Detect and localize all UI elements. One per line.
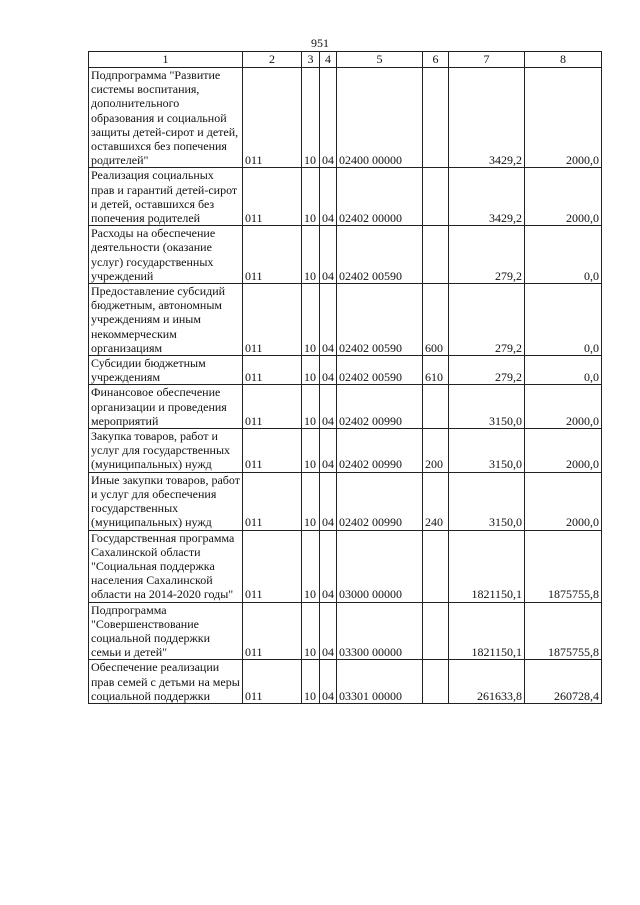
column-header: 3: [302, 52, 320, 68]
row-name: Субсидии бюджетным учреждениям: [89, 356, 243, 385]
expense-type-code: [423, 226, 449, 284]
target-article-code: 02402 00000: [337, 168, 423, 226]
subsection-code: 04: [320, 385, 337, 429]
amount-col-7: 279,2: [449, 284, 525, 356]
row-name: Обеспечение реализации прав семей с детьми на меры социальной поддержки: [89, 660, 243, 704]
table-row: [89, 356, 602, 385]
subsection-code: 04: [320, 602, 337, 660]
amount-col-7: 261633,8: [449, 660, 525, 704]
column-header: 7: [449, 52, 525, 68]
expense-type-code: [423, 660, 449, 704]
table-row: [89, 385, 602, 429]
expense-type-code: [423, 168, 449, 226]
amount-col-8: 2000,0: [525, 472, 602, 530]
subsection-code: 04: [320, 226, 337, 284]
column-header: 2: [243, 52, 302, 68]
target-article-code: 03300 00000: [337, 602, 423, 660]
subsection-code: 04: [320, 284, 337, 356]
ministry-code: 011: [243, 530, 302, 602]
subsection-code: 04: [320, 429, 337, 473]
amount-col-8: 0,0: [525, 226, 602, 284]
target-article-code: 02402 00990: [337, 472, 423, 530]
table-row: [89, 226, 602, 284]
amount-col-8: 260728,4: [525, 660, 602, 704]
column-header: 5: [337, 52, 423, 68]
subsection-code: 04: [320, 660, 337, 704]
expense-type-code: [423, 530, 449, 602]
ministry-code: 011: [243, 68, 302, 168]
target-article-code: 03000 00000: [337, 530, 423, 602]
amount-col-8: 2000,0: [525, 385, 602, 429]
expense-type-code: 600: [423, 284, 449, 356]
table-row: [89, 530, 602, 602]
amount-col-7: 1821150,1: [449, 530, 525, 602]
target-article-code: 02402 00990: [337, 429, 423, 473]
amount-col-8: 2000,0: [525, 168, 602, 226]
row-name: Подпрограмма "Развитие системы воспитания, дополнительного образования и социальной защиты детей-сирот и детей, оставшихся без попечения родителей": [89, 68, 243, 168]
table-row: [89, 602, 602, 660]
column-header: 6: [423, 52, 449, 68]
row-name: Подпрограмма "Совершенствование социальной поддержки семьи и детей": [89, 602, 243, 660]
section-code: 10: [302, 472, 320, 530]
table-row: [89, 284, 602, 356]
ministry-code: 011: [243, 385, 302, 429]
section-code: 10: [302, 660, 320, 704]
amount-col-8: 1875755,8: [525, 530, 602, 602]
target-article-code: 02402 00990: [337, 385, 423, 429]
amount-col-8: 1875755,8: [525, 602, 602, 660]
amount-col-7: 3150,0: [449, 472, 525, 530]
table-row: [89, 472, 602, 530]
column-header: 8: [525, 52, 602, 68]
amount-col-8: 2000,0: [525, 429, 602, 473]
ministry-code: 011: [243, 429, 302, 473]
table-row: [89, 68, 602, 168]
section-code: 10: [302, 429, 320, 473]
row-name: Предоставление субсидий бюджетным, автономным учреждениям и иным некоммерческим организациям: [89, 284, 243, 356]
column-header: 4: [320, 52, 337, 68]
subsection-code: 04: [320, 168, 337, 226]
amount-col-7: 1821150,1: [449, 602, 525, 660]
section-code: 10: [302, 226, 320, 284]
row-name: Расходы на обеспечение деятельности (оказание услуг) государственных учреждений: [89, 226, 243, 284]
target-article-code: 03301 00000: [337, 660, 423, 704]
section-code: 10: [302, 385, 320, 429]
amount-col-7: 3150,0: [449, 429, 525, 473]
section-code: 10: [302, 284, 320, 356]
amount-col-8: 0,0: [525, 284, 602, 356]
ministry-code: 011: [243, 602, 302, 660]
row-name: Иные закупки товаров, работ и услуг для обеспечения государственных (муниципальных) нужд: [89, 472, 243, 530]
section-code: 10: [302, 530, 320, 602]
row-name: Реализация социальных прав и гарантий детей-сирот и детей, оставшихся без попечения родителей: [89, 168, 243, 226]
row-name: Закупка товаров, работ и услуг для государственных (муниципальных) нужд: [89, 429, 243, 473]
expense-type-code: 610: [423, 356, 449, 385]
section-code: 10: [302, 68, 320, 168]
expense-type-code: [423, 602, 449, 660]
amount-col-7: 279,2: [449, 356, 525, 385]
header-row: [89, 52, 602, 68]
row-name: Финансовое обеспечение организации и проведения мероприятий: [89, 385, 243, 429]
ministry-code: 011: [243, 168, 302, 226]
target-article-code: 02400 00000: [337, 68, 423, 168]
amount-col-7: 3429,2: [449, 68, 525, 168]
table-row: [89, 429, 602, 473]
target-article-code: 02402 00590: [337, 284, 423, 356]
column-header: 1: [89, 52, 243, 68]
row-name: Государственная программа Сахалинской области "Социальная поддержка населения Сахалинской области на 2014-2020 годы": [89, 530, 243, 602]
budget-table: [88, 51, 602, 704]
page-number: 951: [311, 36, 329, 50]
amount-col-8: 2000,0: [525, 68, 602, 168]
amount-col-7: 3150,0: [449, 385, 525, 429]
ministry-code: 011: [243, 284, 302, 356]
target-article-code: 02402 00590: [337, 356, 423, 385]
section-code: 10: [302, 356, 320, 385]
expense-type-code: [423, 68, 449, 168]
expense-type-code: 200: [423, 429, 449, 473]
amount-col-7: 3429,2: [449, 168, 525, 226]
section-code: 10: [302, 602, 320, 660]
target-article-code: 02402 00590: [337, 226, 423, 284]
subsection-code: 04: [320, 530, 337, 602]
ministry-code: 011: [243, 226, 302, 284]
amount-col-8: 0,0: [525, 356, 602, 385]
ministry-code: 011: [243, 660, 302, 704]
table-row: [89, 660, 602, 704]
subsection-code: 04: [320, 356, 337, 385]
subsection-code: 04: [320, 472, 337, 530]
expense-type-code: [423, 385, 449, 429]
amount-col-7: 279,2: [449, 226, 525, 284]
table-row: [89, 168, 602, 226]
expense-type-code: 240: [423, 472, 449, 530]
ministry-code: 011: [243, 356, 302, 385]
section-code: 10: [302, 168, 320, 226]
subsection-code: 04: [320, 68, 337, 168]
ministry-code: 011: [243, 472, 302, 530]
